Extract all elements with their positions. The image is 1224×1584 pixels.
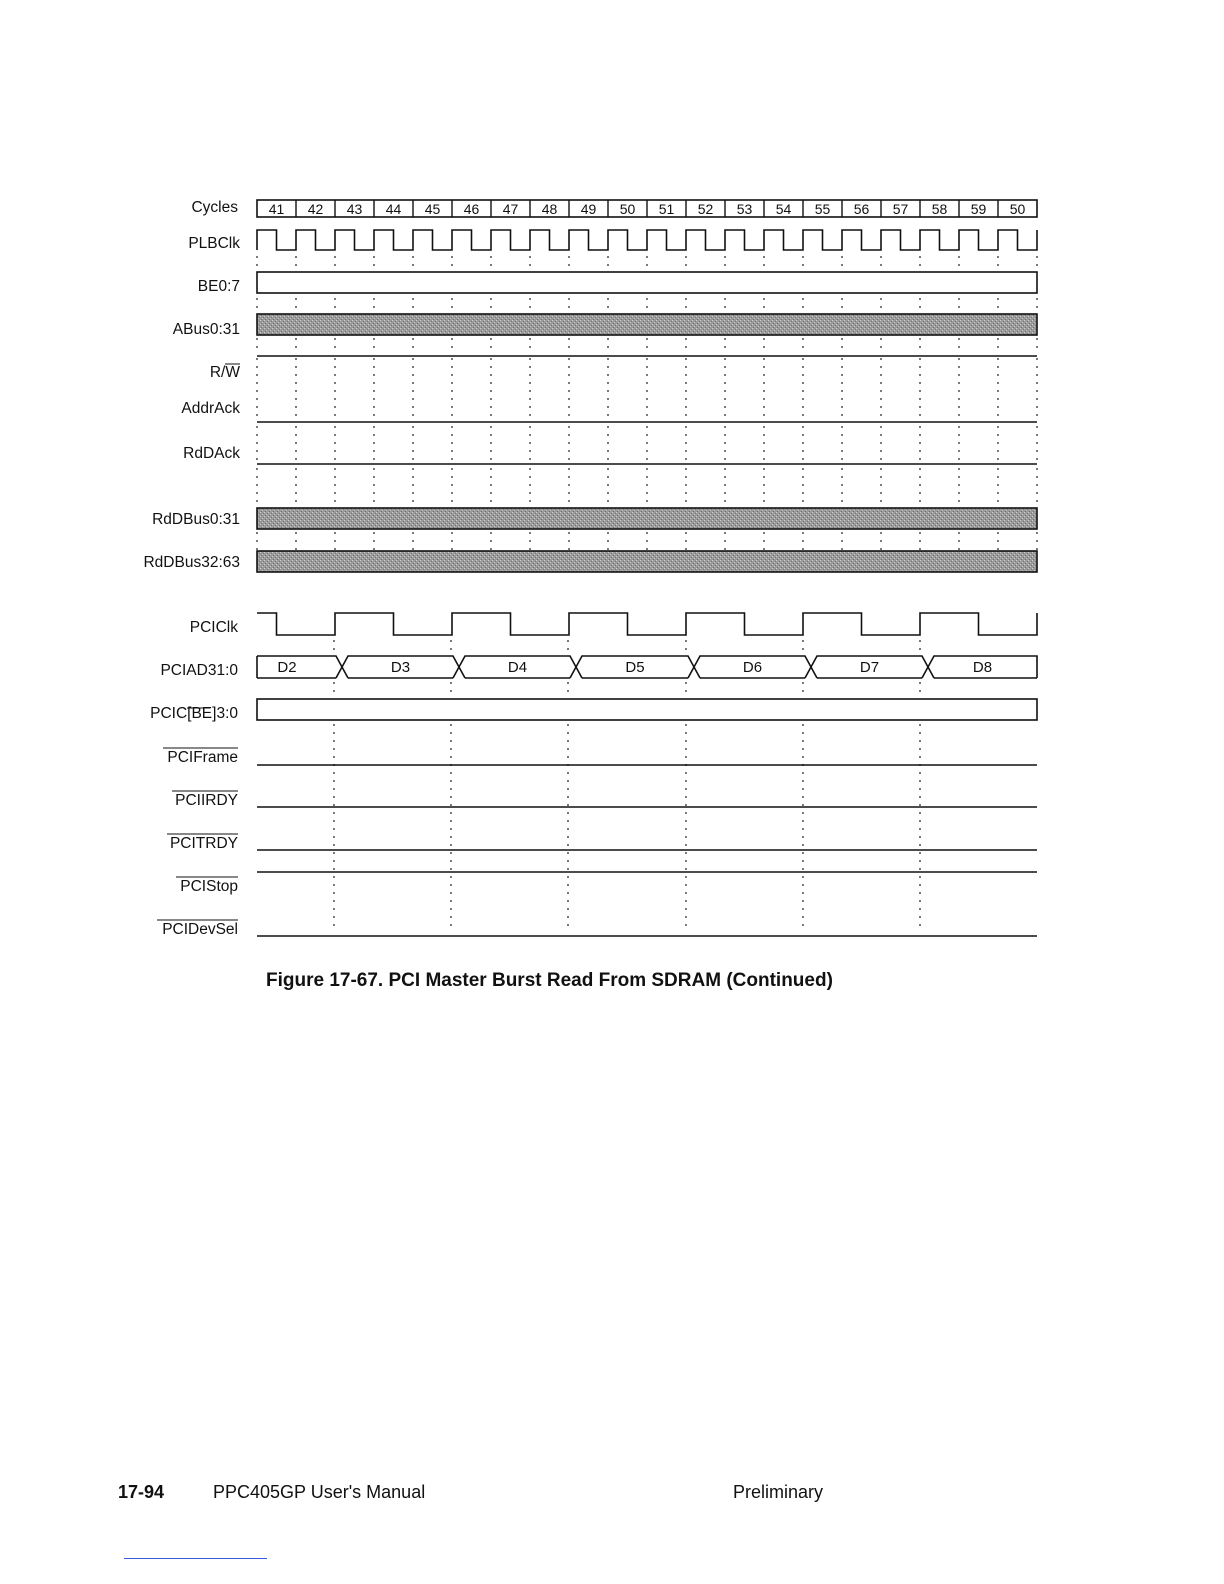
label-be: BE0:7 bbox=[197, 278, 240, 295]
label-rddbus32: RdDBus32:63 bbox=[143, 554, 240, 571]
pciad-bus bbox=[257, 656, 1037, 678]
label-pciframe: PCIFrame bbox=[167, 749, 238, 766]
cycles-row bbox=[257, 200, 1037, 217]
pcicbe-bus bbox=[257, 699, 1037, 720]
label-cycles: Cycles bbox=[191, 199, 238, 216]
label-addrack: AddrAck bbox=[181, 400, 240, 417]
cycle-number: 56 bbox=[853, 201, 870, 217]
cycle-number: 45 bbox=[424, 201, 441, 217]
cycle-number: 47 bbox=[502, 201, 519, 217]
cycle-number: 48 bbox=[541, 201, 558, 217]
pciad-data-word: D5 bbox=[625, 659, 645, 676]
cycle-number: 53 bbox=[736, 201, 753, 217]
be-bus bbox=[257, 272, 1037, 293]
cycle-number: 41 bbox=[268, 201, 285, 217]
manual-title: PPC405GP User's Manual bbox=[213, 1482, 426, 1502]
document-status: Preliminary bbox=[733, 1482, 824, 1502]
label-rddbus0: RdDBus0:31 bbox=[152, 511, 240, 528]
label-pcidevsel: PCIDevSel bbox=[162, 921, 238, 938]
cycle-number: 43 bbox=[346, 201, 363, 217]
pciclk-waveform bbox=[257, 613, 1037, 635]
pciad-data-word: D2 bbox=[277, 659, 297, 676]
pciad-data-word: D6 bbox=[742, 659, 763, 676]
cycle-number: 58 bbox=[931, 201, 948, 217]
cycle-number: 51 bbox=[658, 201, 675, 217]
label-pciirdy: PCIIRDY bbox=[175, 792, 238, 809]
pciad-data-word: D7 bbox=[859, 659, 880, 676]
signal-labels bbox=[143, 199, 240, 938]
label-rw: R/W bbox=[209, 364, 240, 381]
label-pcicbe: PCIC[BE]3:0 bbox=[150, 705, 238, 722]
cycle-number: 44 bbox=[385, 201, 402, 217]
pciad-data-word: D8 bbox=[972, 659, 993, 676]
label-rddack: RdDAck bbox=[183, 445, 240, 462]
page-number: 17-94 bbox=[118, 1482, 165, 1502]
cycle-number: 42 bbox=[307, 201, 324, 217]
rddbus32-bus bbox=[257, 551, 1037, 572]
cycle-number: 59 bbox=[970, 201, 987, 217]
pciad-data-word: D3 bbox=[390, 659, 411, 676]
cycle-number: 50 bbox=[1009, 201, 1026, 217]
pciad-data-word: D4 bbox=[507, 659, 528, 676]
label-pciclk: PCIClk bbox=[189, 619, 238, 636]
cycle-number: 50 bbox=[619, 201, 636, 217]
cycle-number: 54 bbox=[775, 201, 792, 217]
label-pciad: PCIAD31:0 bbox=[160, 662, 238, 679]
plbclk-waveform bbox=[257, 230, 1037, 250]
abus-bus bbox=[257, 314, 1037, 335]
cycle-number: 46 bbox=[463, 201, 480, 217]
footer-rule bbox=[124, 1558, 267, 1559]
label-abus: ABus0:31 bbox=[172, 321, 240, 338]
pciad-top-edge bbox=[257, 656, 1037, 678]
cycle-number: 55 bbox=[814, 201, 831, 217]
cycle-number: 57 bbox=[892, 201, 909, 217]
cycle-number: 49 bbox=[580, 201, 597, 217]
label-pcistop: PCIStop bbox=[180, 878, 238, 895]
rddbus0-bus bbox=[257, 508, 1037, 529]
label-pcitrdy: PCITRDY bbox=[169, 835, 238, 852]
label-plbclk: PLBClk bbox=[188, 235, 240, 252]
figure-caption: Figure 17-67. PCI Master Burst Read From SDRAM (Continued) bbox=[266, 970, 833, 991]
cycle-guide-lines bbox=[257, 256, 1037, 932]
cycle-number: 52 bbox=[697, 201, 714, 217]
